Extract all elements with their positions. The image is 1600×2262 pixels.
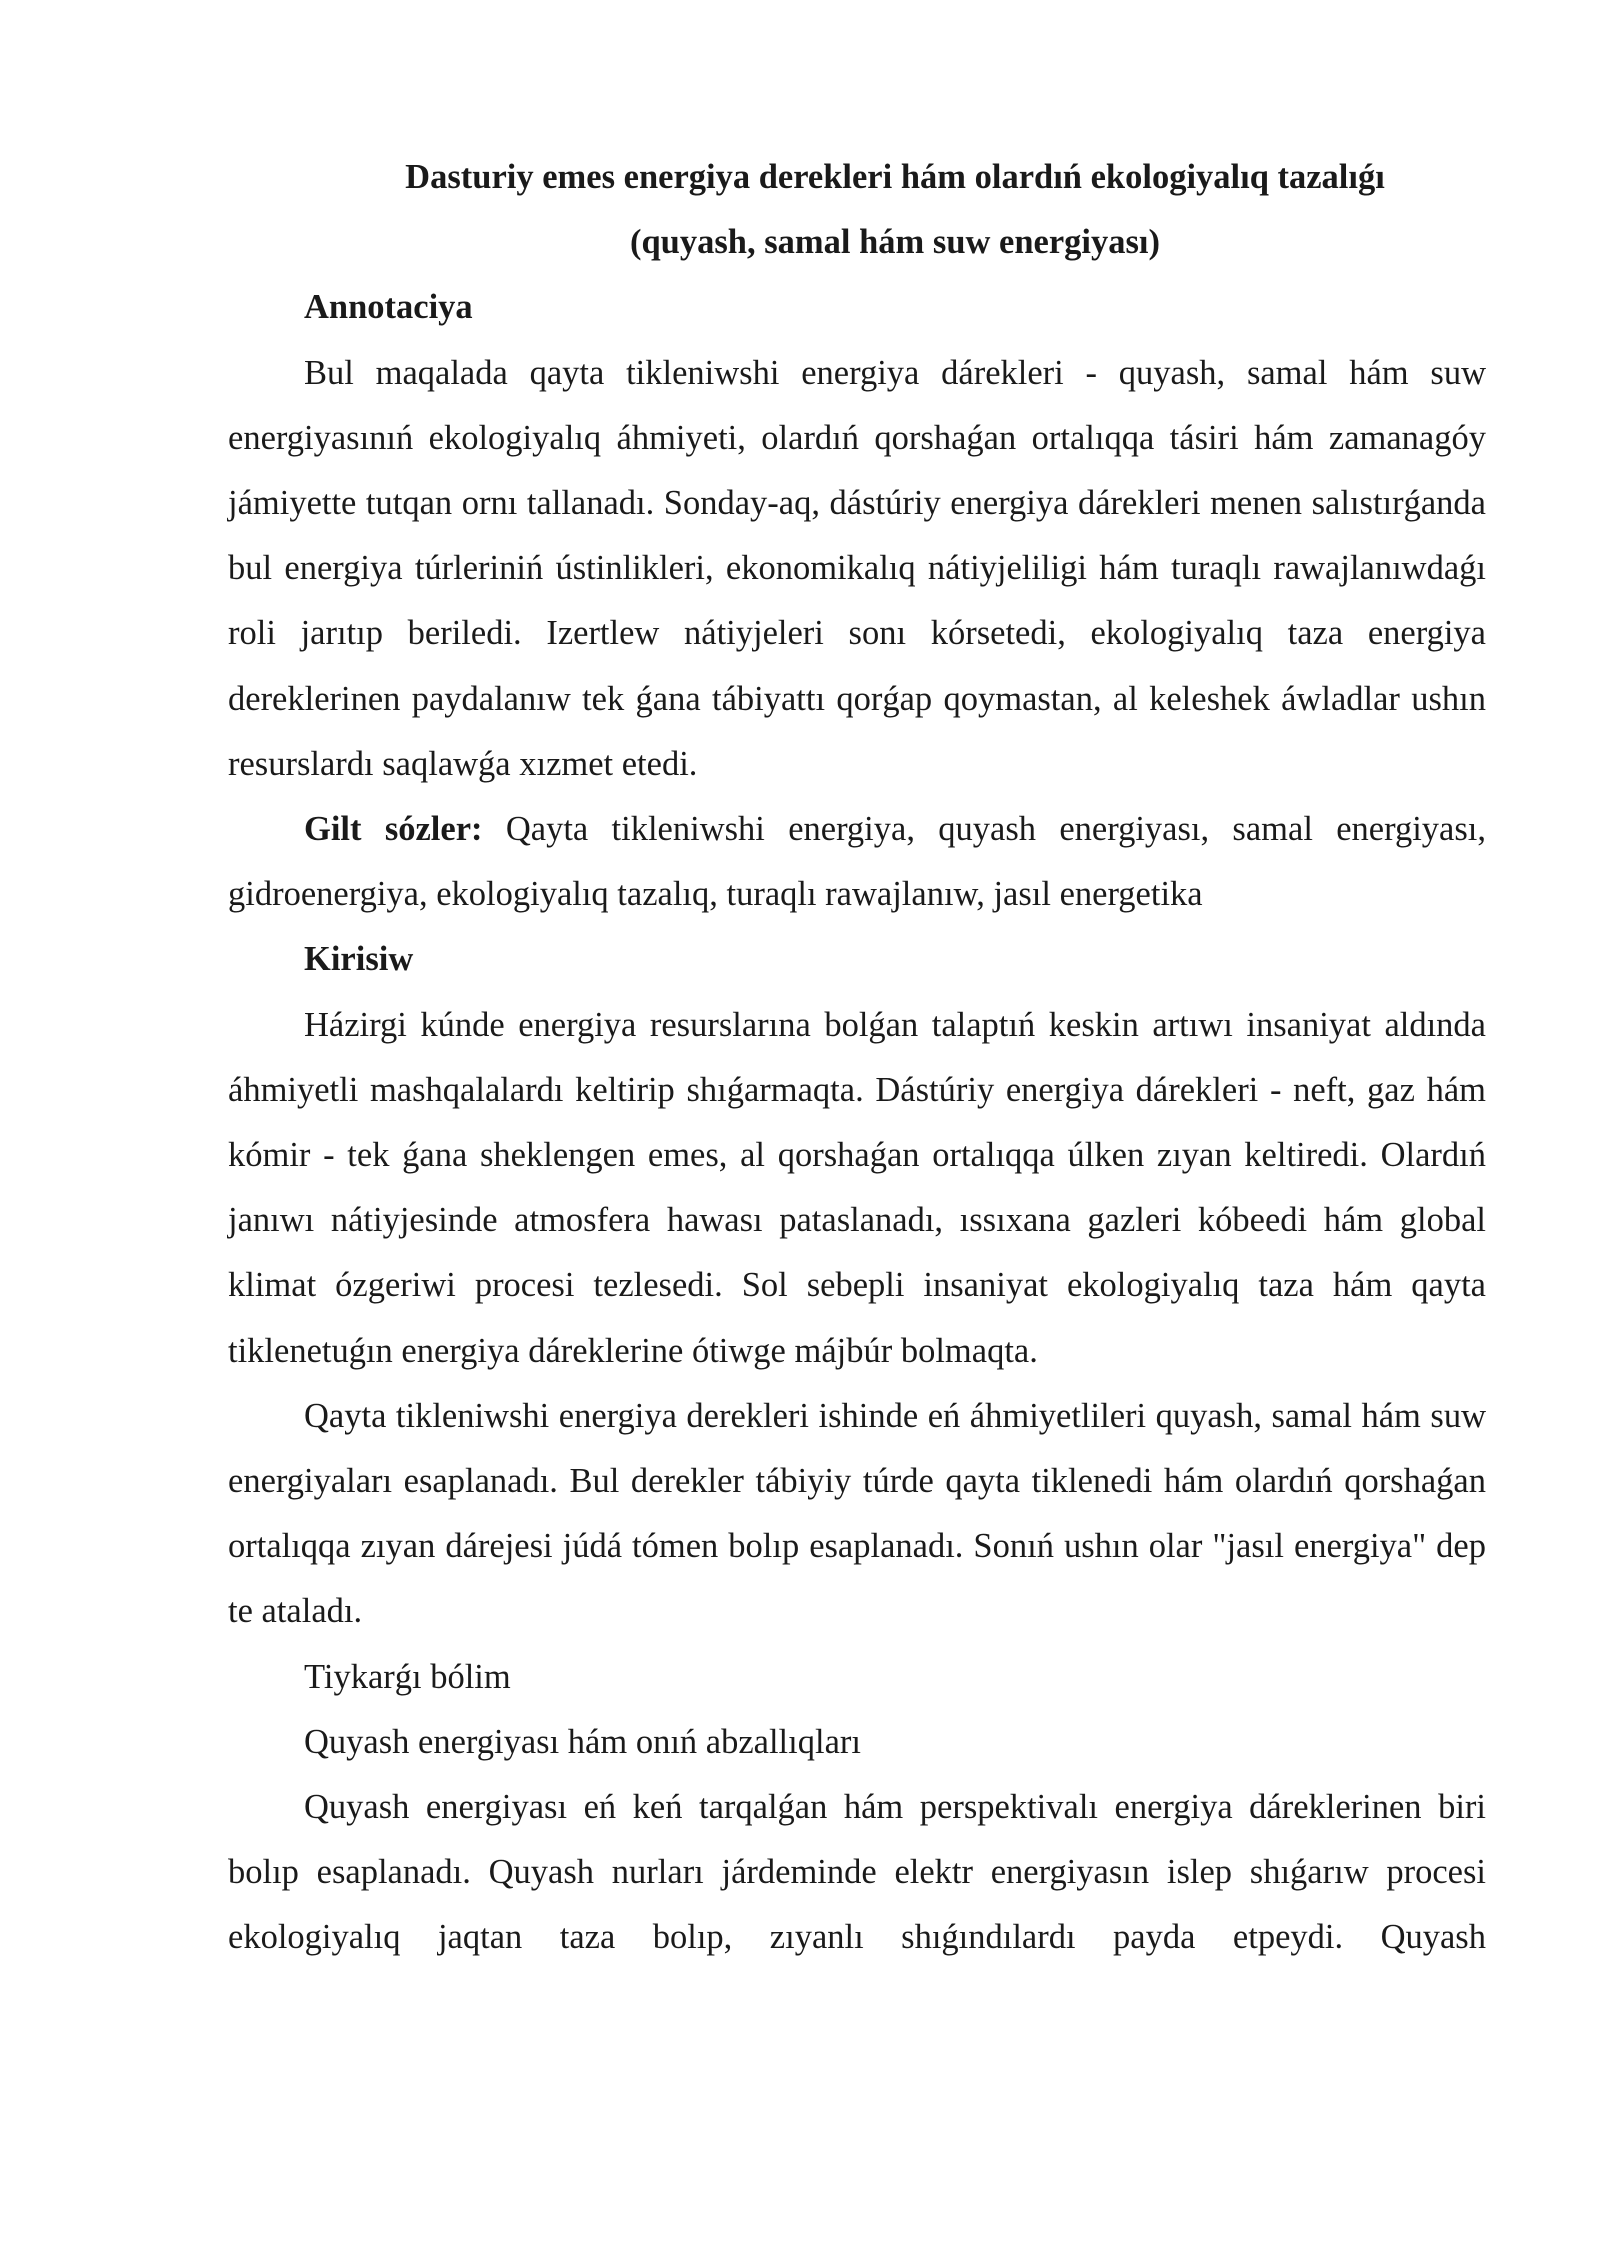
introduction-heading: Kirisiw <box>304 940 414 979</box>
main-section-heading: Tiykarǵı bólim <box>304 1657 511 1696</box>
introduction-paragraph-1: Házirgi kúnde energiya resurslarına bolǵan talaptıń keskin artıwı insaniyat aldında áhmiyetli mashqalalardı keltirip shıǵarmaqta. Dástúriy energiya dárekleri - neft, gaz hám kómir - tek ǵana sheklengen emes, al qorshaǵan ortalıqqa úlken zıyan keltiredi. Olardıń janıwı nátiyjesinde atmosfera hawası pataslanadı, ıssıxana gazleri kóbeedi hám global klimat ózgeriwi procesi tezlesedi. Sol sebepli insaniyat ekologiyalıq taza hám qayta tiklenetuǵın energiya dáreklerine ótiwge májbúr bolmaqta. <box>228 1005 1486 1370</box>
solar-subsection-heading: Quyash energiyası hám onıń abzallıqları <box>304 1722 861 1761</box>
keywords-label: Gilt sózler: <box>304 810 483 849</box>
document-title-line-2: (quyash, samal hám suw energiyası) <box>629 223 1161 262</box>
solar-paragraph: Quyash energiyası eń keń tarqalǵan hám perspektivalı energiya dáreklerinen biri bolıp esaplanadı. Quyash nurları járdeminde elektr energiyasın islep shıǵarıw procesi ekologiyalıq jaqtan taza bolıp, zıyanlı shıǵındılardı payda etpeydi. Quyash <box>228 1788 1486 1957</box>
annotation-heading: Annotaciya <box>304 288 473 327</box>
introduction-paragraph-2: Qayta tikleniwshi energiya derekleri ishinde eń áhmiyetlileri quyash, samal hám suw energiyaları esaplanadı. Bul derekler tábiyiy túrde qayta tiklenedi hám olardıń qorshaǵan ortalıqqa zıyan dárejesi júdá tómen bolıp esaplanadı. Sonıń ushın olar "jasıl energiya" dep te ataladı. <box>228 1396 1486 1631</box>
document-title-line-1: Dasturiy emes energiya derekleri hám olardıń ekologiyalıq tazalıǵı <box>405 158 1385 196</box>
document-page <box>228 145 1486 1971</box>
annotation-paragraph: Bul maqalada qayta tikleniwshi energiya dárekleri - quyash, samal hám suw energiyasınıń ekologiyalıq áhmiyeti, olardıń qorshaǵan ortalıqqa tásiri hám zamanagóy jámiyette tutqan ornı tallanadı. Sonday-aq, dástúriy energiya dárekleri menen salıstırǵanda bul energiya túrleriniń ústinlikleri, ekonomikalıq nátiyjeliligi hám turaqlı rawajlanıwdaǵı roli jarıtıp beriledi. Izertlew nátiyjeleri sonı kórsetedi, ekologiyalıq taza energiya dereklerinen paydalanıw tek ǵana tábiyattı qorǵap qoymastan, al keleshek áwladlar ushın resurslardı saqlawǵa xızmet etedi. <box>228 353 1486 783</box>
keywords-paragraph <box>228 797 1486 927</box>
keywords-text: Qayta tikleniwshi energiya, quyash energiyası, samal energiyası, gidroenergiya, ekologiyalıq tazalıq, turaqlı rawajlanıw, jasıl energetika <box>228 810 1487 914</box>
